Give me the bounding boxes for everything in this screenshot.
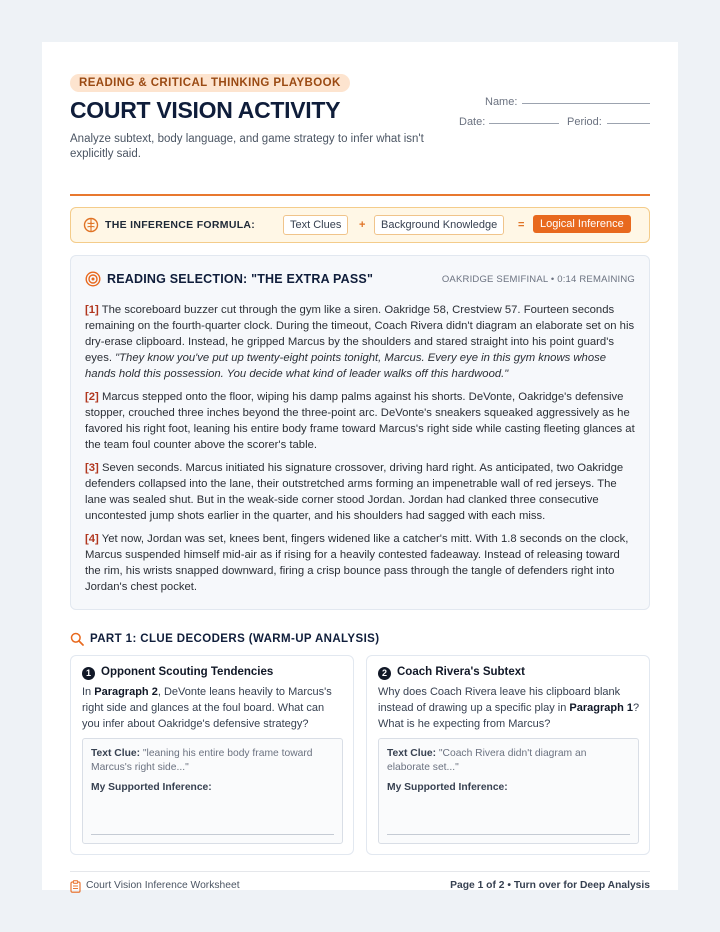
target-icon: [85, 271, 101, 287]
clipboard-icon: [70, 880, 81, 893]
name-label: Name:: [485, 96, 518, 108]
period-field-line[interactable]: [607, 123, 650, 124]
formula-label: THE INFERENCE FORMULA:: [105, 219, 256, 231]
card-number-badge: 2: [378, 667, 391, 680]
inference-label: My Supported Inference:: [387, 782, 508, 793]
card-title: Coach Rivera's Subtext: [397, 666, 525, 678]
paragraph-1: [85, 302, 637, 382]
playbook-badge: READING & CRITICAL THINKING PLAYBOOK: [70, 74, 350, 92]
card-question: Why does Coach Rivera leave his clipboard blank instead of drawing up a specific play in Paragraph 1? What is he expecting from Marcus?: [378, 686, 640, 730]
paragraph-number: [1]: [85, 304, 99, 316]
part-1-heading: PART 1: CLUE DECODERS (WARM-UP ANALYSIS): [90, 633, 380, 645]
answer-line[interactable]: [387, 834, 630, 835]
formula-plus-sign: +: [359, 219, 366, 231]
page-title: COURT VISION ACTIVITY: [70, 97, 341, 123]
footer-worksheet-name: Court Vision Inference Worksheet: [86, 880, 240, 891]
paragraph-3: [85, 460, 637, 524]
paragraph-2: [85, 389, 637, 453]
date-label: Date:: [459, 116, 486, 128]
text-clue: Text Clue: "Coach Rivera didn't diagram an elaborate set...": [387, 748, 587, 773]
reading-game-meta: OAKRIDGE SEMIFINAL • 0:14 REMAINING: [441, 274, 635, 285]
text-clue: Text Clue: "leaning his entire body frame toward Marcus's right side...": [91, 748, 313, 773]
footer-divider: [70, 871, 650, 872]
answer-box[interactable]: [378, 738, 639, 844]
answer-line[interactable]: [91, 834, 334, 835]
formula-logical-inference-chip: Logical Inference: [533, 215, 631, 233]
inference-formula-bar: [70, 207, 650, 243]
formula-background-knowledge-chip: Background Knowledge: [374, 215, 504, 235]
card-title: Opponent Scouting Tendencies: [101, 666, 274, 678]
paragraph-4: [85, 531, 637, 595]
page-subtitle: Analyze subtext, body language, and game strategy to infer what isn't explicitly said.: [70, 133, 424, 160]
paragraph-number: [4]: [85, 533, 99, 545]
paragraph-number: [3]: [85, 462, 99, 474]
magnifier-icon: [70, 632, 84, 646]
paragraph-number: [2]: [85, 391, 99, 403]
paragraph-text: The scoreboard buzzer cut through the gym like a siren. Oakridge 58, Crestview 57. Fourteen seconds remaining on the fourth-quarter clock. During the timeout, Coach Rivera didn't diagram an elaborate set on his dry-erase clipboard. Instead, he gripped Marcus by the shoulders and stared straight into his point guard's eyes.: [85, 304, 635, 364]
paragraph-text: Seven seconds. Marcus initiated his signature crossover, driving hard right. As anticipated, two Oakridge defenders collapsed into the lane, their outstretched arms forming an impenetrable wall of red jerseys. The lane was sealed shut. But in the weak-side corner stood Jordan. Jordan had clanked three consecutive uncontested jump shots earlier in the quarter, and his shoulders had sagged with each miss.: [85, 462, 624, 522]
formula-text-clues-chip: Text Clues: [283, 215, 348, 235]
period-label: Period:: [567, 116, 602, 128]
answer-box[interactable]: [82, 738, 343, 844]
card-question: In Paragraph 2, DeVonte leans heavily to Marcus's right side and glances at the foul board. What can you infer about Oakridge's defensive strategy?: [82, 686, 332, 730]
date-field-line[interactable]: [489, 123, 559, 124]
card-number-badge: 1: [82, 667, 95, 680]
clue-decoder-card-2: [366, 655, 650, 855]
footer-page-info: Page 1 of 2 • Turn over for Deep Analysis: [450, 880, 650, 891]
coach-quote: "They know you've put up twenty-eight points tonight, Marcus. Every eye in this gym knows whose hands hold this possession. You decide what kind of leader walks off this hardwood.": [85, 352, 607, 380]
header-divider: [70, 194, 650, 196]
formula-equals-sign: =: [518, 219, 525, 231]
worksheet-page: [42, 42, 678, 890]
brain-icon: [83, 217, 99, 233]
reading-title: READING SELECTION: "THE EXTRA PASS": [107, 272, 374, 286]
paragraph-text: Marcus stepped onto the floor, wiping his damp palms against his shorts. DeVonte, Oakridge's defensive stopper, crouched three inches beyond the three-point arc. DeVonte's sneakers squeaked aggressively as he favored his right foot, leaning his entire body frame toward Marcus's right side while casting fleeting glances at the team foul counter above the scorer's table.: [85, 391, 635, 451]
name-field-line[interactable]: [522, 103, 650, 104]
inference-label: My Supported Inference:: [91, 782, 212, 793]
clue-decoder-card-1: [70, 655, 354, 855]
reading-paragraphs: [85, 302, 637, 602]
reading-selection-panel: [70, 255, 650, 610]
paragraph-text: Yet now, Jordan was set, knees bent, fingers widened like a catcher's mitt. With 1.8 seconds on the clock, Marcus suspended himself mid-air as if rising for a heavily contested fadeaway. Instead of releasing toward the rim, his wrists snapped downward, firing a crisp bounce pass through the tangle of defenders right into Jordan's chest pocket.: [85, 533, 629, 593]
